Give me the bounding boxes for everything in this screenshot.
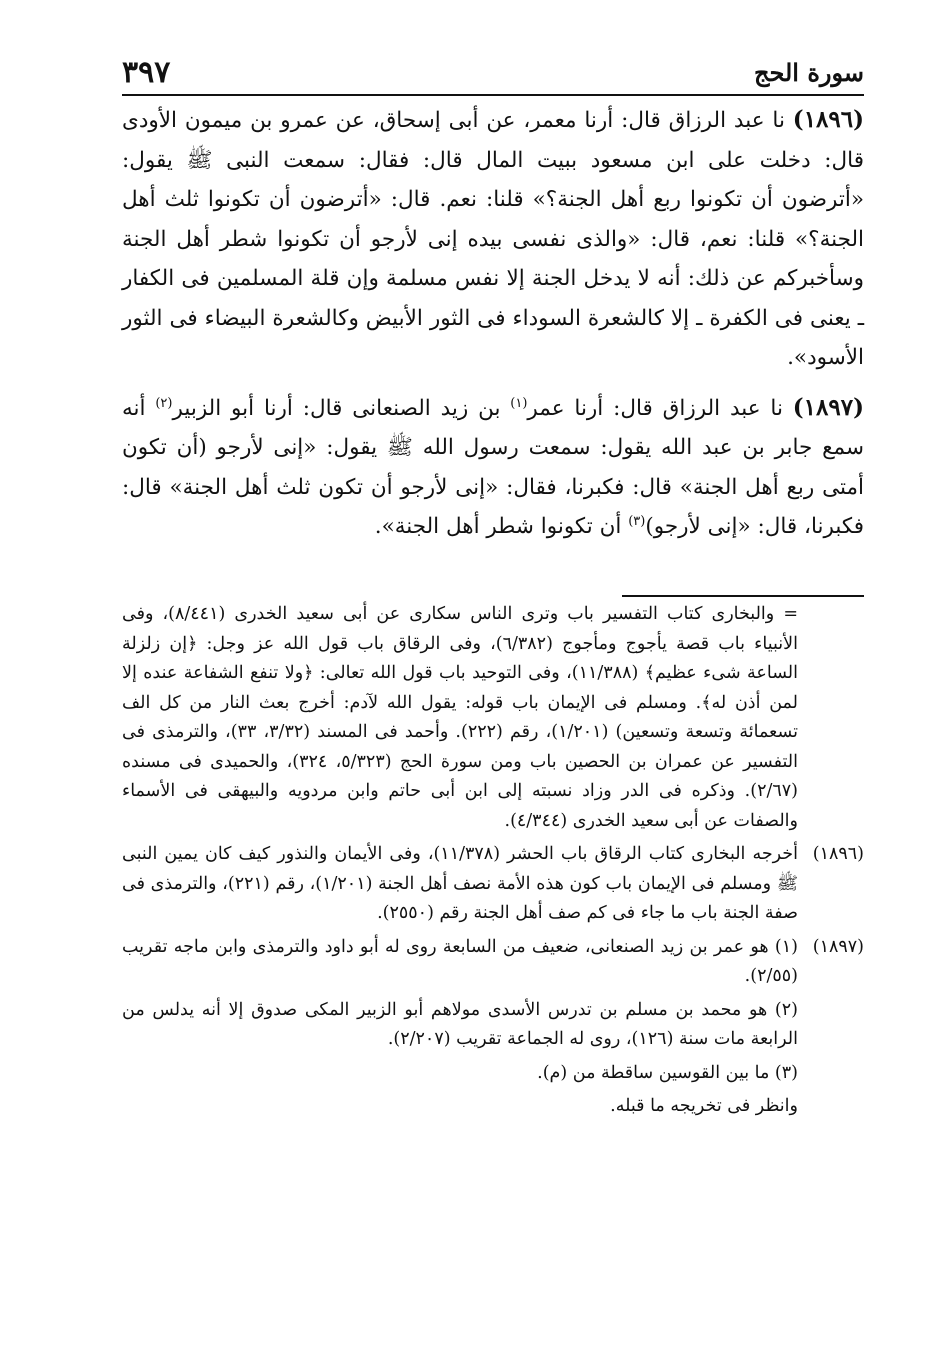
footnote-separator bbox=[622, 595, 864, 597]
footnote-1897-2 bbox=[122, 996, 864, 1055]
hadith-text-part: نا عبد الرزاق قال: أرنا عمر bbox=[527, 395, 793, 421]
footnote-marker: (١) bbox=[510, 395, 528, 411]
footnote-see-previous bbox=[122, 1092, 864, 1122]
footnote-text: (١) هو عمر بن زيد الصنعانى، ضعيف من السابعة روى له أبو داود والترمذى وابن ماجه تقريب (٢/٥٥). bbox=[122, 936, 798, 986]
footnote-ref: (١٨٩٧) bbox=[812, 936, 864, 957]
footnote-marker: (٣) bbox=[628, 513, 646, 529]
footnote-1897-1 bbox=[122, 933, 864, 992]
hadith-1897 bbox=[122, 388, 864, 547]
running-title: سورة الحج bbox=[754, 57, 864, 87]
footnote-ref bbox=[798, 1092, 864, 1122]
footnote-continued bbox=[122, 600, 864, 836]
page-header bbox=[122, 50, 864, 96]
footnote-ref bbox=[798, 600, 864, 836]
footnote-1897-3 bbox=[122, 1059, 864, 1089]
footnote-text: (٣) ما بين القوسين ساقطة من (م). bbox=[537, 1062, 798, 1083]
footnote-text: أخرجه البخارى كتاب الرقاق باب الحشر (١١/٣٧٨)، وفى الأيمان والنذور كيف كان يمين النبى ﷺ ومسلم فى الإيمان باب كون هذه الأمة نصف أهل الجنة (١/٢٠١)، رقم (٢٢١)، والترمذى فى صفة الجنة باب ما جاء فى كم صف أهل الجنة رقم (٢٥٥٠). bbox=[122, 844, 798, 923]
footnote-marker: (٢) bbox=[155, 395, 173, 411]
hadith-number: (١٨٩٦) bbox=[792, 106, 864, 133]
footnote-ref bbox=[798, 1059, 864, 1089]
footnotes bbox=[122, 600, 864, 1126]
footnote-text: وانظر فى تخريجه ما قبله. bbox=[610, 1096, 798, 1116]
footnote-ref: (١٨٩٦) bbox=[812, 844, 864, 864]
hadith-1896 bbox=[122, 100, 864, 378]
hadith-text: نا عبد الرزاق قال: أرنا معمر، عن أبى إسحاق، عن عمرو بن ميمون الأودى قال: دخلت على ابن مسعود ببيت المال قال: فقال: سمعت النبى ﷺ يقول: «أترضون أن تكونوا ربع أهل الجنة؟» قلنا: نعم. قال: «أترضون أن تكونوا ثلث أهل الجنة؟» قلنا: نعم، قال: «والذى نفسى بيده إنى لأرجو أن تكونوا شطر أهل الجنة وسأخبركم عن ذلك: أنه لا يدخل الجنة إلا نفس مسلمة وإن قلة المسلمين فى الكفار ـ يعنى فى الكفرة ـ إلا كالشعرة السوداء فى الثور الأبيض وكالشعرة البيضاء فى الثور الأسود». bbox=[122, 108, 864, 370]
page-number: ٣٩٧ bbox=[122, 54, 171, 90]
hadith-text-part: أن تكونوا شطر أهل الجنة». bbox=[374, 514, 629, 539]
footnote-text: = والبخارى كتاب التفسير باب وترى الناس سكارى عن أبى سعيد الخدرى (٨/٤٤١)، وفى الأنبياء باب قصة يأجوج ومأجوج (٦/٣٨٢)، وفى الرقاق باب قول الله عز وجل: ﴿إن زلزلة الساعة شىء عظيم﴾ (١١/٣٨٨)، وفى التوحيد باب قول الله تعالى: ﴿ولا تنفع الشفاعة عنده إلا لمن أذن له﴾. ومسلم فى الإيمان باب قوله: يقول الله لآدم: أخرج بعث النار من كل الف تسعمائة وتسعة وتسعين) (١/٢٠١)، رقم (٢٢٢). وأحمد فى المسند (٣/٣٢، ٣٣)، والترمذى فى التفسير عن عمران بن الحصين باب ومن سورة الحج (٥/٣٢٣، ٣٢٤)، والحميدى فى مسنده (٢/٦٧). وذكره فى الدر وزاد نسبته إلى ابن أبى حاتم وابن مردويه والبيهقى فى الأسماء والصفات عن أبى سعيد الخدرى (٤/٣٤٤). bbox=[122, 604, 799, 831]
hadith-number: (١٨٩٧) bbox=[792, 393, 864, 421]
hadith-text-part: بن زيد الصنعانى قال: أرنا أبو الزبير bbox=[172, 395, 511, 421]
main-text bbox=[122, 100, 864, 547]
footnote-1896 bbox=[122, 840, 864, 929]
hadith-text-part: أنه سمع جابر بن عبد الله يقول: سمعت رسول الله ﷺ يقول: «إنى لأرجو (أن تكون أمتى ربع أهل الجنة» قال: فكبرنا، فقال: «إنى لأرجو أن تكون ثلث أهل الجنة» قال: فكبرنا، قال: «إنى لأرجو) bbox=[122, 395, 864, 539]
footnote-ref bbox=[798, 996, 864, 1055]
footnote-text: (٢) هو محمد بن مسلم بن تدرس الأسدى مولاهم أبو الزبير المكى صدوق إلا أنه يدلس من الرابعة مات سنة (١٢٦)، روى له الجماعة تقريب (٢/٢٠٧). bbox=[122, 999, 798, 1049]
